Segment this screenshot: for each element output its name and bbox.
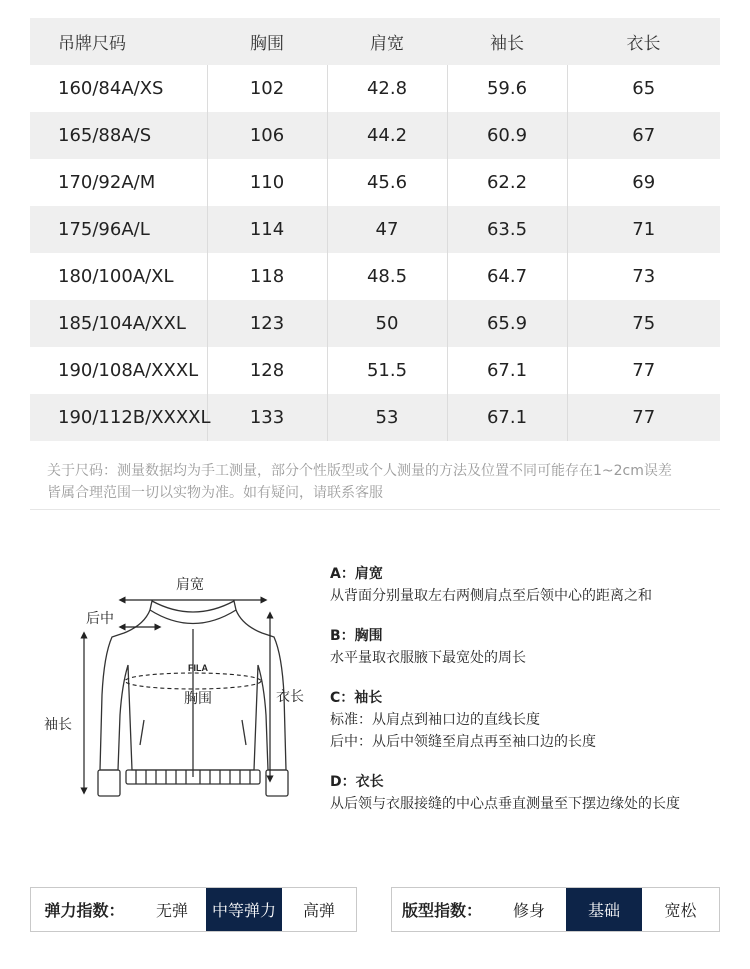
- cell-length: 67: [567, 112, 720, 159]
- fit-option-loose[interactable]: 宽松: [664, 901, 697, 920]
- cell-length: 69: [567, 159, 720, 206]
- table-row: [30, 347, 720, 394]
- elasticity-option-medium[interactable]: 中等弹力: [206, 888, 282, 931]
- definition-title: B：胸围: [330, 628, 383, 644]
- cell-chest: 114: [207, 206, 327, 253]
- elasticity-option-high[interactable]: 高弹: [302, 901, 335, 920]
- table-row: [30, 159, 720, 206]
- definition-text: 从后领与衣服接缝的中心点垂直测量至下摆边缘处的长度: [330, 796, 680, 812]
- cell-sleeve: 63.5: [447, 206, 567, 253]
- table-row: [30, 65, 720, 112]
- elasticity-index: [30, 887, 357, 932]
- header-size: 吊牌尺码: [58, 34, 126, 54]
- jacket-measure-diagram: [40, 565, 320, 815]
- cell-size: 185/104A/XXL: [58, 313, 186, 334]
- cell-sleeve: 59.6: [447, 65, 567, 112]
- header-chest: 胸围: [250, 34, 284, 54]
- cell-size: 190/108A/XXXL: [58, 360, 199, 381]
- length-label: 衣长: [276, 689, 304, 705]
- definition-item: [330, 771, 740, 815]
- measure-definitions: [330, 563, 740, 833]
- cell-length: 75: [567, 300, 720, 347]
- cell-shoulder: 53: [327, 394, 447, 441]
- cell-length: 73: [567, 253, 720, 300]
- definition-text: 后中：从后中领缝至肩点再至袖口边的长度: [330, 734, 596, 750]
- header-shoulder: 肩宽: [370, 34, 404, 54]
- table-header-row: [30, 18, 720, 65]
- definition-item: [330, 687, 740, 753]
- cell-chest: 110: [207, 159, 327, 206]
- cell-size: 190/112B/XXXXL: [58, 407, 211, 428]
- table-row: [30, 206, 720, 253]
- cell-chest: 123: [207, 300, 327, 347]
- elasticity-label: 弹力指数：: [44, 901, 125, 920]
- cell-chest: 102: [207, 65, 327, 112]
- shoulder-label: 肩宽: [176, 577, 204, 593]
- header-sleeve: 袖长: [490, 34, 524, 54]
- fit-index: [391, 887, 720, 932]
- cell-size: 160/84A/XS: [58, 78, 164, 99]
- sleeve-label: 袖长: [44, 717, 72, 733]
- size-note: [47, 460, 727, 504]
- cell-chest: 133: [207, 394, 327, 441]
- cell-chest: 106: [207, 112, 327, 159]
- definition-text: 标准：从肩点到袖口边的直线长度: [330, 712, 540, 728]
- cell-shoulder: 48.5: [327, 253, 447, 300]
- cell-shoulder: 50: [327, 300, 447, 347]
- back-center-label: 后中: [86, 611, 114, 627]
- size-table: [30, 18, 720, 441]
- definition-text: 从背面分别量取左右两侧肩点至后领中心的距离之和: [330, 588, 652, 604]
- cell-sleeve: 60.9: [447, 112, 567, 159]
- table-row: [30, 300, 720, 347]
- fit-option-regular[interactable]: 基础: [566, 888, 642, 931]
- chest-label: 胸围: [184, 691, 212, 707]
- note-line-2: 皆属合理范围一切以实物为准。如有疑问，请联系客服: [47, 485, 383, 501]
- cell-size: 170/92A/M: [58, 172, 156, 193]
- fit-option-slim[interactable]: 修身: [512, 901, 545, 920]
- jacket-logo-text: FILA: [188, 663, 208, 673]
- table-row: [30, 112, 720, 159]
- cell-shoulder: 42.8: [327, 65, 447, 112]
- divider: [30, 509, 720, 510]
- cell-length: 71: [567, 206, 720, 253]
- cell-shoulder: 45.6: [327, 159, 447, 206]
- cell-size: 165/88A/S: [58, 125, 152, 146]
- fit-label: 版型指数：: [401, 901, 482, 920]
- table-body: [30, 65, 720, 441]
- cell-shoulder: 44.2: [327, 112, 447, 159]
- table-row: [30, 394, 720, 441]
- table-row: [30, 253, 720, 300]
- cell-shoulder: 51.5: [327, 347, 447, 394]
- note-line-1: 关于尺码：测量数据均为手工测量，部分个性版型或个人测量的方法及位置不同可能存在1~2cm误差: [47, 463, 672, 479]
- definition-item: [330, 563, 740, 607]
- cell-length: 77: [567, 347, 720, 394]
- cell-sleeve: 67.1: [447, 394, 567, 441]
- cell-size: 175/96A/L: [58, 219, 150, 240]
- definition-text: 水平量取衣服腋下最宽处的周长: [330, 650, 526, 666]
- definition-title: C：袖长: [330, 690, 383, 706]
- cell-size: 180/100A/XL: [58, 266, 174, 287]
- cell-shoulder: 47: [327, 206, 447, 253]
- definition-title: D：衣长: [330, 774, 384, 790]
- cell-chest: 118: [207, 253, 327, 300]
- definition-title: A：肩宽: [330, 566, 383, 582]
- cell-chest: 128: [207, 347, 327, 394]
- cell-sleeve: 67.1: [447, 347, 567, 394]
- cell-sleeve: 65.9: [447, 300, 567, 347]
- cell-length: 65: [567, 65, 720, 112]
- elasticity-option-none[interactable]: 无弹: [155, 901, 188, 920]
- cell-length: 77: [567, 394, 720, 441]
- cell-sleeve: 62.2: [447, 159, 567, 206]
- cell-sleeve: 64.7: [447, 253, 567, 300]
- header-length: 衣长: [626, 34, 661, 54]
- definition-item: [330, 625, 740, 669]
